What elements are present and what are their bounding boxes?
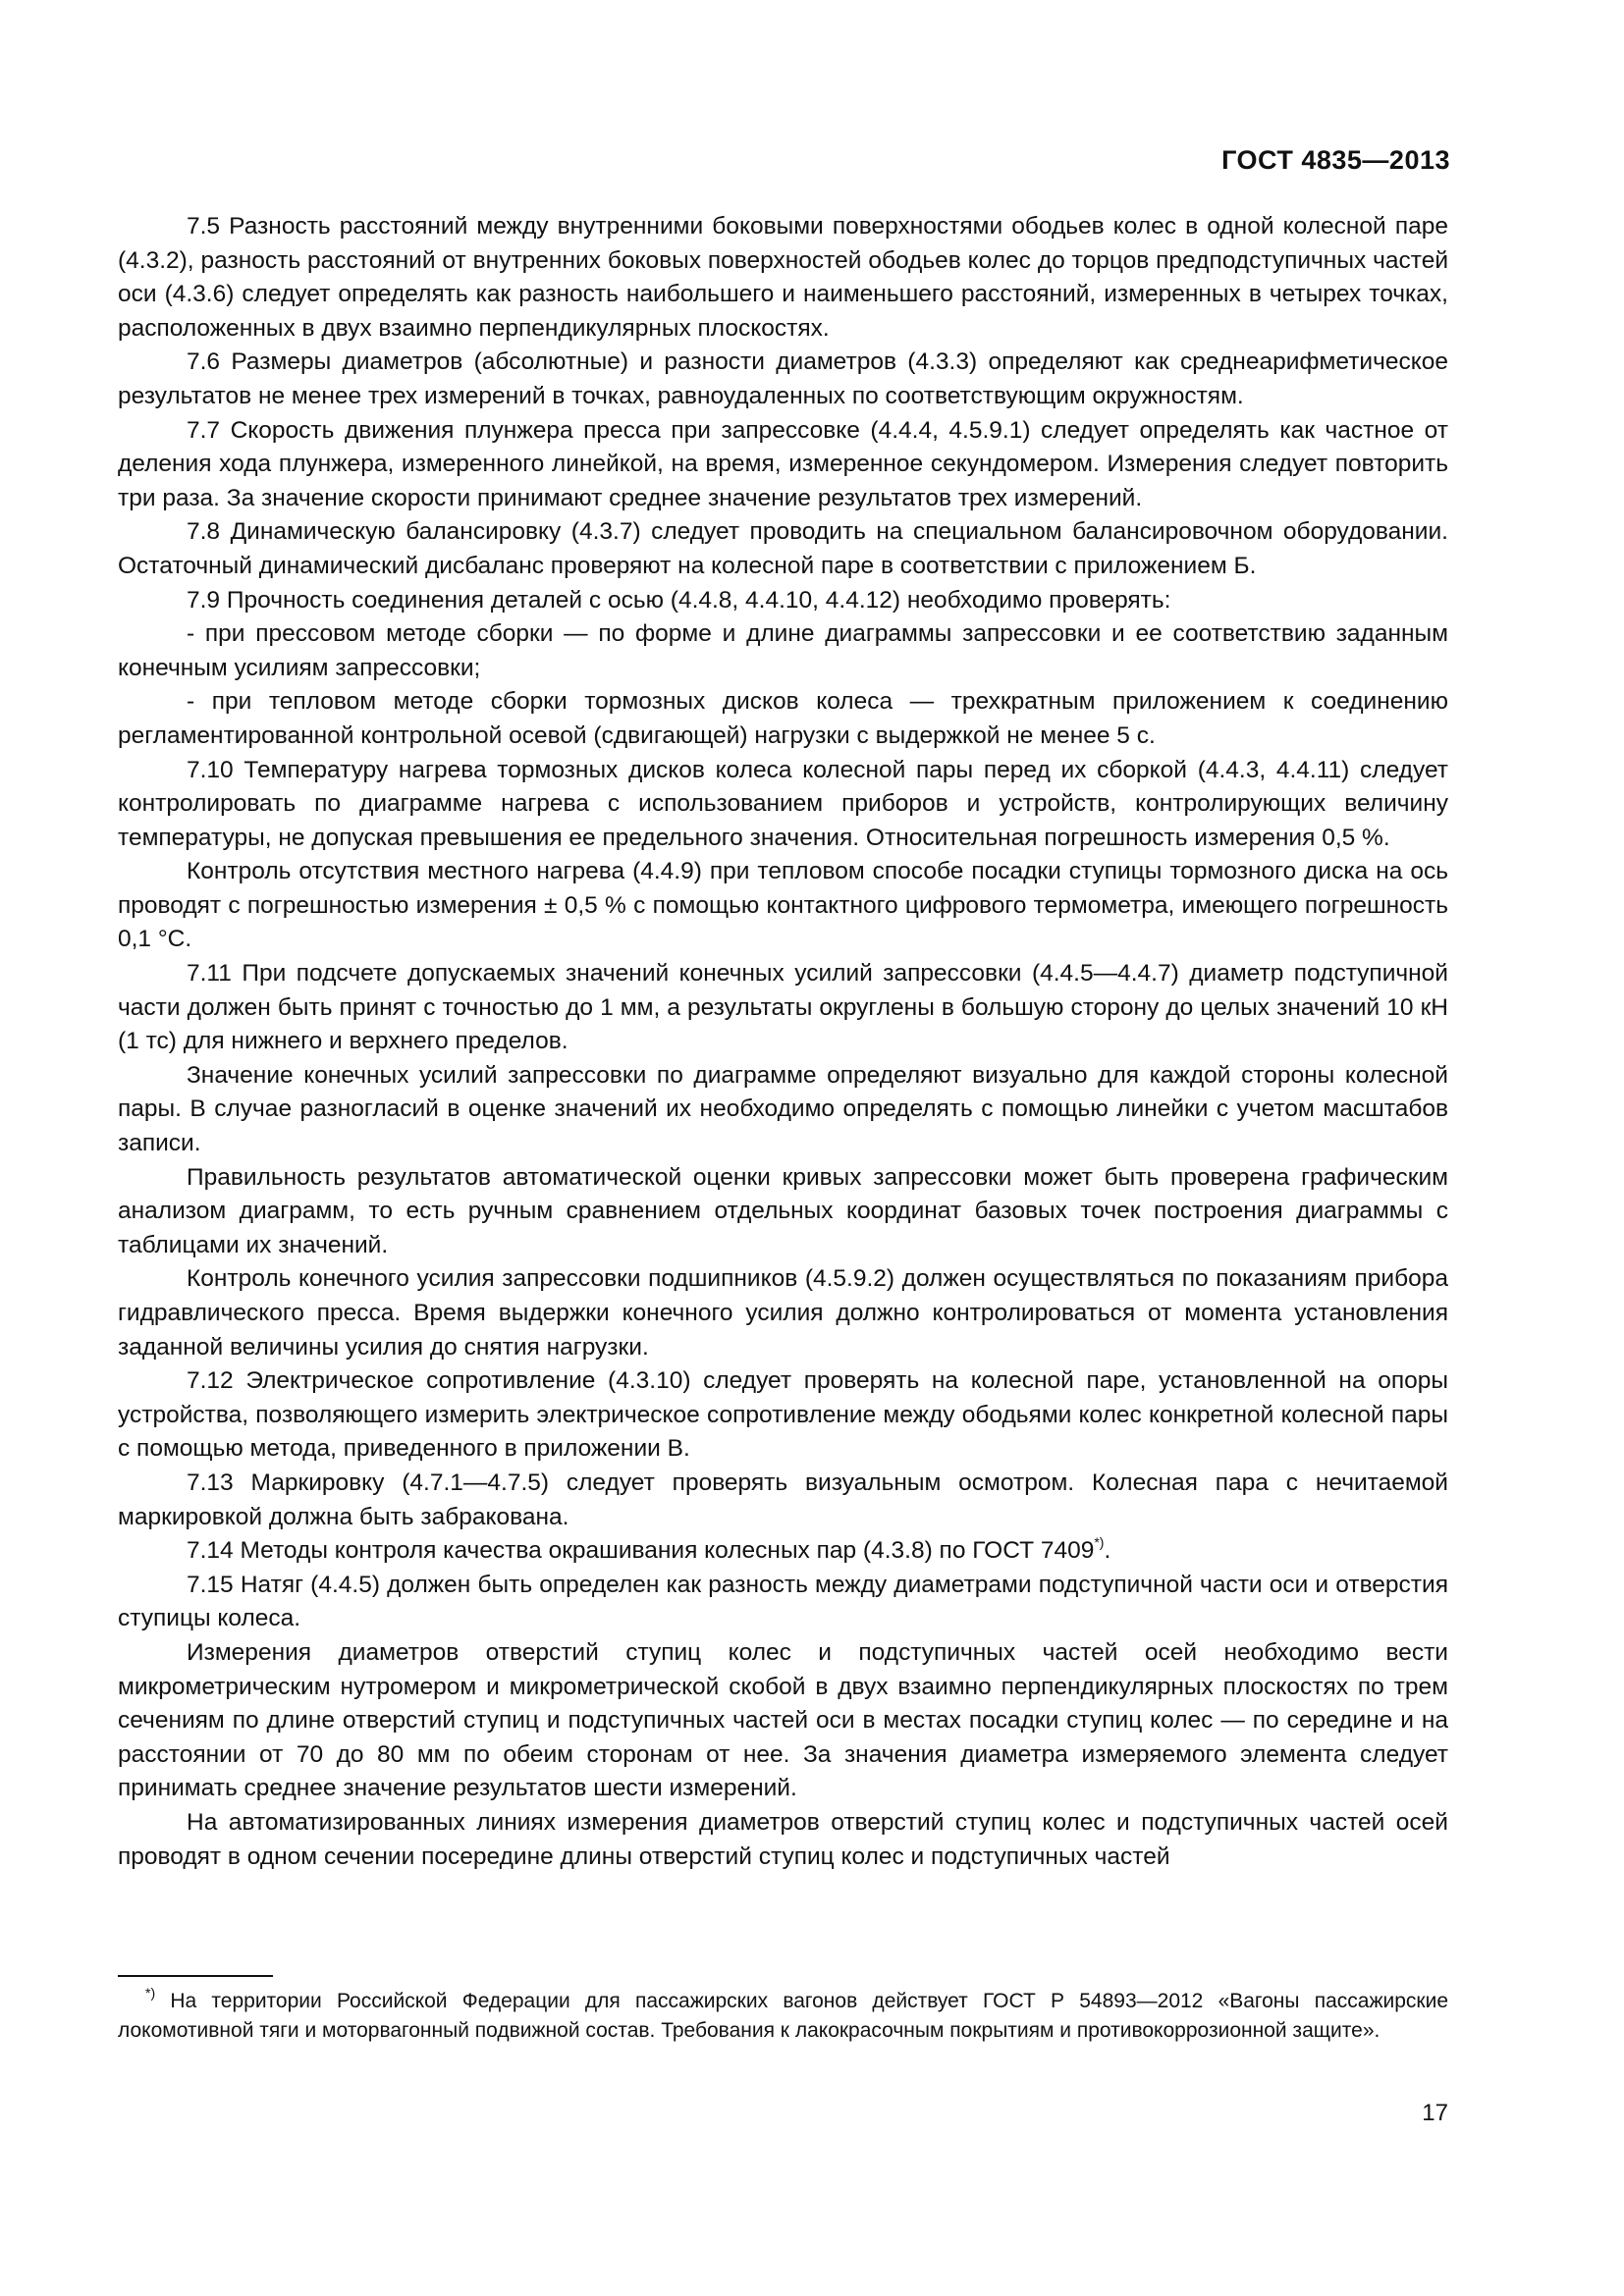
paragraph-diameter-measurement: Измерения диаметров отверстий ступиц колес и подступичных частей осей необходимо вести микрометрическим нутромером и микрометрической скобой в двух взаимно перпендикулярных плоскостях по трем сечениям по длине отверстий ступиц и подступичных частей оси в местах посадки ступиц колес — по середине и на расстоянии от 70 до 80 мм по обеим сторонам от нее. За значения диаметра измеряемого элемента следует принимать среднее значение результатов шести измерений. [118,1638,1448,1802]
page-number: 17 [1422,2100,1448,2126]
standard-header: ГОСТ 4835—2013 [1221,145,1450,175]
paragraph-automatic-evaluation: Правильность результатов автоматической оценки кривых запрессовки может быть проверена графическим анализом диаграмм, то есть ручным сравнением отдельных координат базовых точек построения диаграммы с таблицами их значений. [118,1163,1448,1258]
paragraph-automated-lines: На автоматизированных линиях измерения диаметров отверстий ступиц колес и подступичных частей осей проводят в одном сечении посередине длины отверстий ступиц колес и подступичных частей [118,1808,1448,1870]
footnote-text: На территории Российской Федерации для пассажирских вагонов действует ГОСТ Р 54893—2012 «Вагоны пассажирские локомотивной тяги и моторвагонный подвижной состав. Требования к лакокрасочным покрытиям и противокоррозионной защите». [118,1990,1448,2042]
paragraph-7-14-period: . [1104,1537,1111,1565]
paragraph-7-10: 7.10 Температуру нагрева тормозных дисков колеса колесной пары перед их сборкой (4.4.3, 4.4.11) следует контролировать по диаграмме нагрева с использованием приборов и устройств, контролирующих величину температуры, не допуская превышения ее предельного значения. Относительная погрешность измерения 0,5 %. [118,756,1448,851]
footnote-divider [118,1975,273,1977]
paragraph-7-14 [118,1534,1448,1569]
paragraph-7-5: 7.5 Разность расстояний между внутренними боковыми поверхностями ободьев колес в одной колесной паре (4.3.2), разность расстояний от внутренних боковых поверхностей ободьев колес до торцов предподступичных частей оси (4.3.6) следует определять как разность наибольшего и наименьшего расстояний, измеренных в четырех точках, расположенных в двух взаимно перпендикулярных плоскостях. [118,213,1448,342]
paragraph-7-14-text: 7.14 Методы контроля качества окрашивания колесных пар (4.3.8) по ГОСТ 7409 [187,1537,1095,1565]
paragraph-bearing-control: Контроль конечного усилия запрессовки подшипников (4.5.9.2) должен осуществляться по показаниям прибора гидравлического пресса. Время выдержки конечного усилия должно контролироваться от момента установления заданной величины усилия до снятия нагрузки. [118,1265,1448,1361]
paragraph-7-11: 7.11 При подсчете допускаемых значений конечных усилий запрессовки (4.4.5—4.4.7) диаметр подступичной части должен быть принят с точностью до 1 мм, а результаты округлены в большую сторону до целых значений 10 кН (1 тс) для нижнего и верхнего пределов. [118,960,1448,1055]
paragraph-local-heating: Контроль отсутствия местного нагрева (4.4.9) при тепловом способе посадки ступицы тормозного диска на ось проводят с погрешностью измерения ± 0,5 % с помощью контактного цифрового термометра, имеющего погрешность 0,1 °С. [118,858,1448,953]
paragraph-7-7: 7.7 Скорость движения плунжера пресса при запрессовке (4.4.4, 4.5.9.1) следует определять как частное от деления хода плунжера, измеренного линейкой, на время, измеренное секундомером. Измерения следует повторить три раза. За значение скорости принимают среднее значение результатов трех измерений. [118,416,1448,511]
list-item-press-method: - при прессовом методе сборки — по форме и длине диаграммы запрессовки и ее соответствию заданным конечным усилиям запрессовки; [118,620,1448,681]
footnote-marker: *) [145,1985,156,2001]
paragraph-7-12: 7.12 Электрическое сопротивление (4.3.10) следует проверять на колесной паре, установленной на опоры устройства, позволяющего измерить электрическое сопротивление между ободьями колес конкретной колесной пары с помощью метода, приведенного в приложении В. [118,1367,1448,1463]
paragraph-7-13: 7.13 Маркировку (4.7.1—4.7.5) следует проверять визуальным осмотром. Колесная пара с нечитаемой маркировкой должна быть забракована. [118,1468,1448,1530]
paragraph-final-forces: Значение конечных усилий запрессовки по диаграмме определяют визуально для каждой стороны колесной пары. В случае разногласий в оценке значений их необходимо определять с помощью линейки с учетом масштабов записи. [118,1061,1448,1157]
paragraph-7-9: 7.9 Прочность соединения деталей с осью (4.4.8, 4.4.10, 4.4.12) необходимо проверять: [187,586,1171,614]
paragraph-7-8: 7.8 Динамическую балансировку (4.3.7) следует проводить на специальном балансировочном оборудовании. Остаточный динамический дисбаланс проверяют на колесной паре в соответствии с приложением Б. [118,518,1448,579]
paragraph-7-15: 7.15 Натяг (4.4.5) должен быть определен как разность между диаметрами подступичной части оси и отверстия ступицы колеса. [118,1571,1448,1632]
paragraph-7-6: 7.6 Размеры диаметров (абсолютные) и разности диаметров (4.3.3) определяют как среднеарифметическое результатов не менее трех измерений в точках, равноудаленных по соответствующим окружностям. [118,348,1448,409]
footnote [118,1987,1448,2046]
footnote-reference[interactable]: *) [1094,1534,1105,1550]
list-item-thermal-method: - при тепловом методе сборки тормозных дисков колеса — трехкратным приложением к соединению регламентированной контрольной осевой (сдвигающей) нагрузки с выдержкой не менее 5 с. [118,688,1448,749]
document-body [118,210,1448,1874]
